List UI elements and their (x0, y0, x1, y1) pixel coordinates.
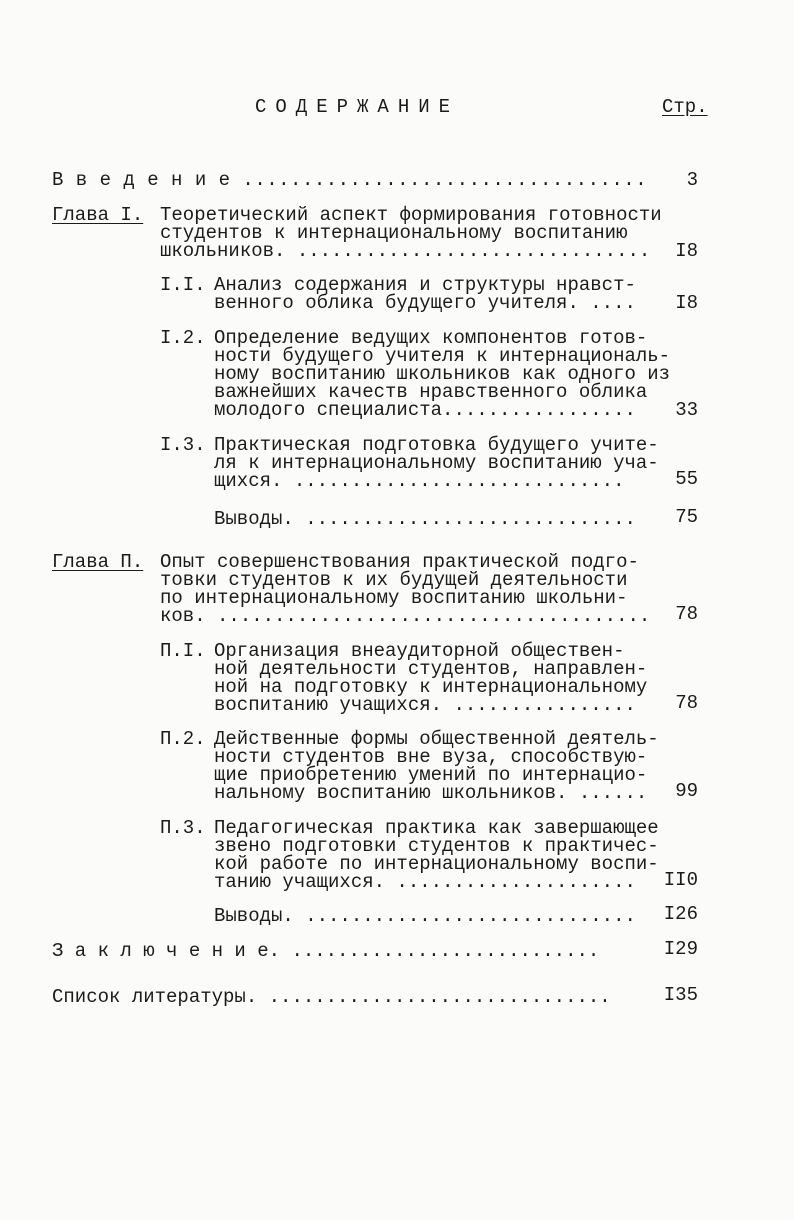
chapter-2-conclusions[interactable]: Выводы. ............................. (214, 905, 636, 927)
section-1-1-num: I.I. (160, 274, 206, 296)
section-2-3-line-4[interactable]: танию учащихся. ..................... (214, 871, 636, 893)
section-1-2-line-3[interactable]: ному воспитанию школьников как одного из (214, 363, 671, 385)
section-1-1-line-1[interactable]: Анализ содержания и структуры нравст- (214, 274, 636, 296)
section-2-1-line-4[interactable]: воспитанию учащихся. ................ (214, 694, 636, 716)
section-1-3-line-1[interactable]: Практическая подготовка будущего учите- (214, 434, 659, 456)
section-2-1-line-3[interactable]: ной на подготовку к интернациональному (214, 676, 648, 698)
chapter-1-line-1[interactable]: Теоретический аспект формирования готовности (160, 204, 662, 226)
section-1-3-num: I.3. (160, 434, 206, 456)
toc-intro-page: 3 (686, 169, 698, 191)
chapter-1-label: Глава I. (52, 204, 144, 226)
section-2-2-line-4[interactable]: нальному воспитанию школьников. ...... (214, 782, 648, 804)
section-1-2-page: 33 (675, 399, 698, 421)
section-1-2-line-4[interactable]: важнейших качеств нравственного облика (214, 381, 648, 403)
section-2-3-line-2[interactable]: звено подготовки студентов к практичес- (214, 835, 659, 857)
section-1-2-line-5[interactable]: молодого специалиста................. (214, 399, 636, 421)
toc-conclusion-page: I29 (663, 938, 698, 960)
section-2-3-line-1[interactable]: Педагогическая практика как завершающее (214, 817, 659, 839)
chapter-1-line-2[interactable]: студентов к интернациональному воспитанию (160, 222, 628, 244)
section-1-2-num: I.2. (160, 327, 206, 349)
toc-references-page: I35 (663, 984, 698, 1006)
toc-conclusion[interactable]: З а к л ю ч е н и е. ........................... (52, 940, 600, 962)
section-2-3-num: П.3. (160, 817, 206, 839)
section-1-2-line-1[interactable]: Определение ведущих компонентов готов- (214, 327, 648, 349)
section-2-1-line-2[interactable]: ной деятельности студентов, направлен- (214, 658, 648, 680)
chapter-2-page: 78 (675, 603, 698, 625)
chapter-2-line-4[interactable]: ков. ...................................... (160, 605, 651, 627)
section-1-1-line-2[interactable]: венного облика будущего учителя. .... (214, 292, 636, 314)
toc-references[interactable]: Список литературы. .............................. (52, 986, 611, 1008)
toc-intro[interactable]: В в е д е н и е .................................. (52, 169, 648, 191)
section-1-3-line-3[interactable]: щихся. ............................. (214, 470, 625, 492)
section-2-1-page: 78 (675, 692, 698, 714)
chapter-2-line-1[interactable]: Опыт совершенствования практической подго- (160, 551, 639, 573)
section-2-2-page: 99 (675, 780, 698, 802)
chapter-1-conclusions[interactable]: Выводы. ............................. (214, 508, 636, 530)
chapter-2-conclusions-page: I26 (663, 903, 698, 925)
section-2-3-page: II0 (663, 869, 698, 891)
section-2-2-line-2[interactable]: ности студентов вне вуза, способствую- (214, 746, 648, 768)
section-2-3-line-3[interactable]: кой работе по интернациональному воспи- (214, 853, 659, 875)
section-2-1-line-1[interactable]: Организация внеаудиторной обществен- (214, 640, 625, 662)
section-2-2-line-1[interactable]: Действенные формы общественной деятель- (214, 728, 659, 750)
toc-title: СОДЕРЖАНИЕ (255, 96, 460, 118)
section-1-3-line-2[interactable]: ля к интернациональному воспитанию уча- (214, 452, 659, 474)
section-1-3-page: 55 (675, 468, 698, 490)
section-2-2-line-3[interactable]: щие приобретению умений по интернацио- (214, 764, 648, 786)
section-2-2-num: П.2. (160, 728, 206, 750)
section-1-1-page: I8 (675, 292, 698, 314)
chapter-2-line-3[interactable]: по интернациональному воспитанию школьни- (160, 587, 628, 609)
chapter-1-conclusions-page: 75 (675, 506, 698, 528)
section-2-1-num: П.I. (160, 640, 206, 662)
chapter-2-line-2[interactable]: товки студентов к их будущей деятельности (160, 569, 628, 591)
chapter-1-line-3[interactable]: школьников. ............................... (160, 240, 651, 262)
section-1-2-line-2[interactable]: ности будущего учителя к интернациональ- (214, 345, 671, 367)
page-column-label: Стр. (662, 96, 708, 118)
chapter-1-page: I8 (675, 240, 698, 262)
chapter-2-label: Глава П. (52, 551, 144, 573)
